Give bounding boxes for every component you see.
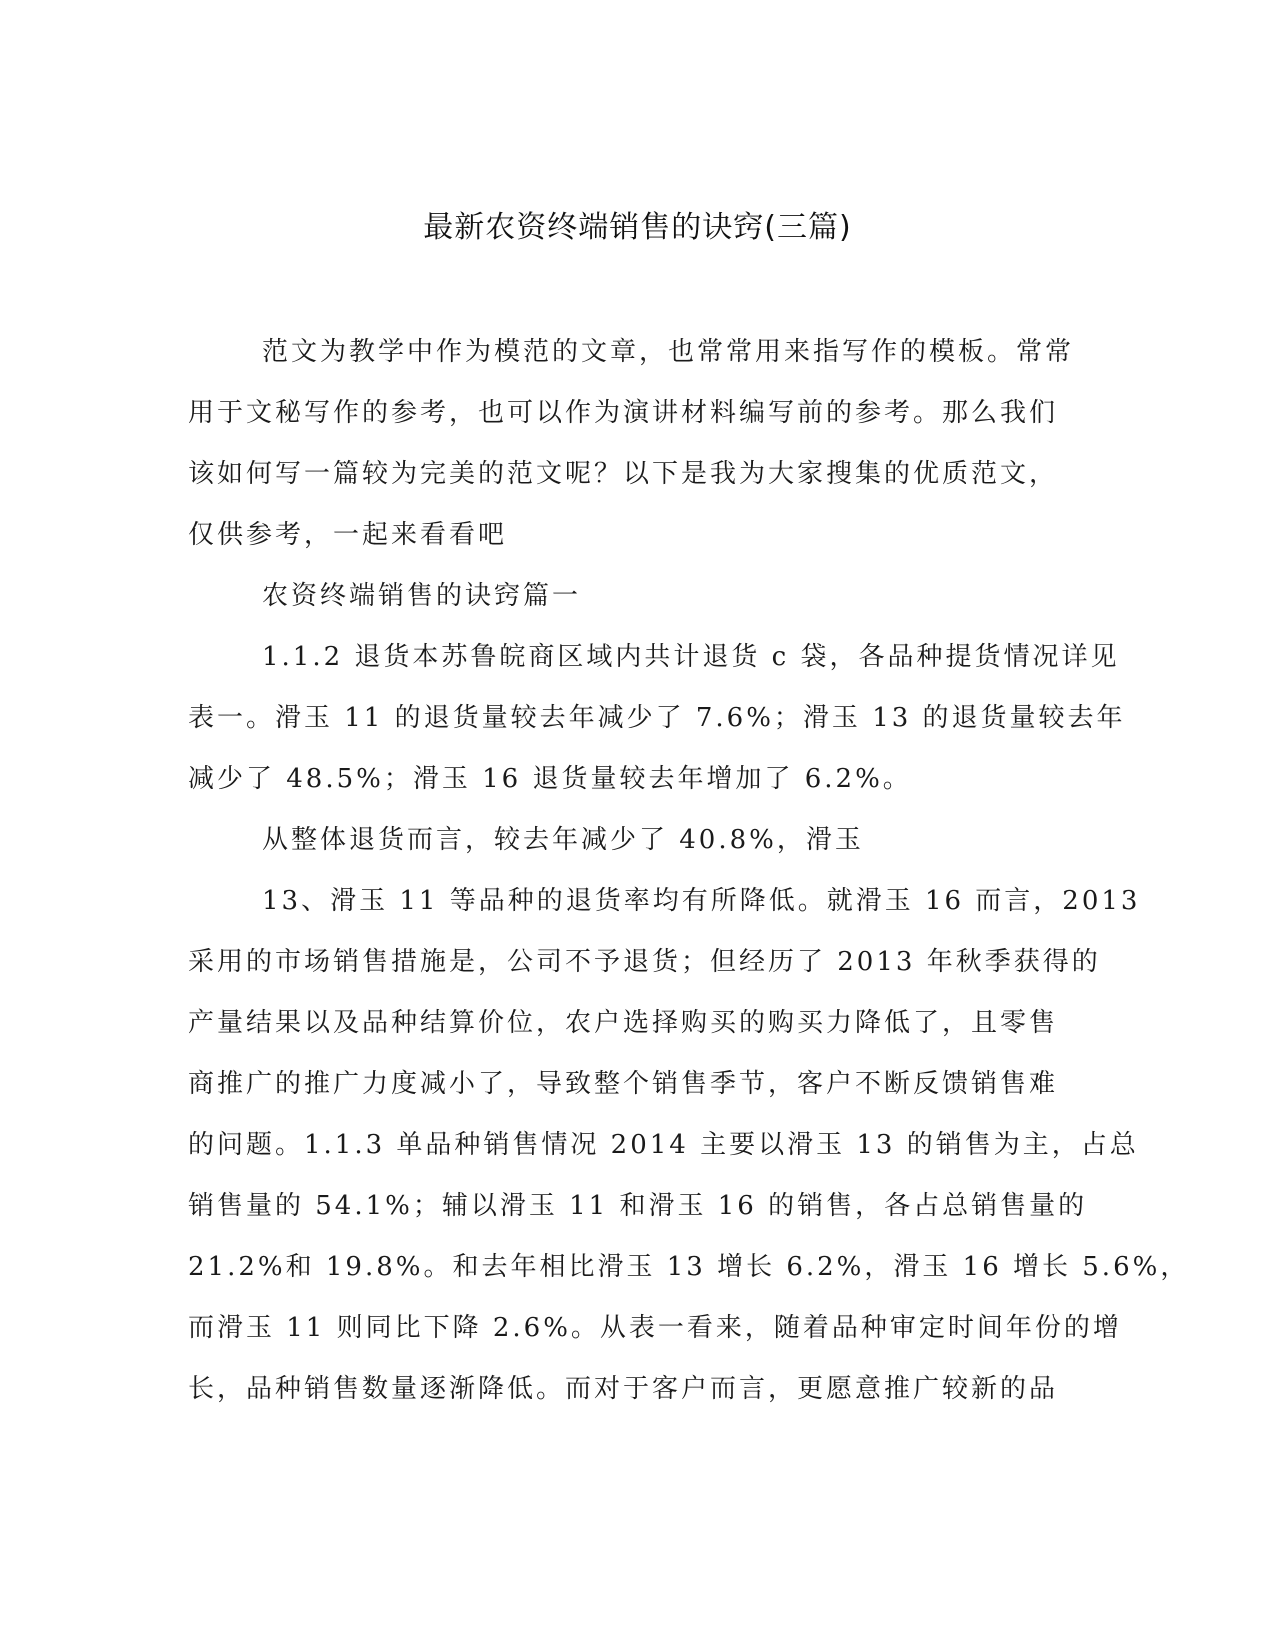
text-line: 的问题。1.1.3 单品种销售情况 2014 主要以滑玉 13 的销售为主，占总: [188, 1130, 1139, 1160]
text-line: 仅供参考，一起来看看吧: [188, 520, 508, 550]
text-line: 采用的市场销售措施是，公司不予退货；但经历了 2013 年秋季获得的: [188, 947, 1101, 977]
text-line: 销售量的 54.1%；辅以滑玉 11 和滑玉 16 的销售，各占总销售量的: [188, 1191, 1088, 1221]
document-body: [188, 322, 1190, 1420]
text-line: 而滑玉 11 则同比下降 2.6%。从表一看来，随着品种审定时间年份的增: [188, 1313, 1122, 1343]
section-heading: 农资终端销售的诀窍篇一: [262, 581, 582, 611]
text-line: 表一。滑玉 11 的退货量较去年减少了 7.6%；滑玉 13 的退货量较去年: [188, 703, 1126, 733]
text-line: 13、滑玉 11 等品种的退货率均有所降低。就滑玉 16 而言，2013: [262, 886, 1141, 916]
text-line: 长，品种销售数量逐渐降低。而对于客户而言，更愿意推广较新的品: [188, 1374, 1059, 1404]
text-line: 产量结果以及品种结算价位，农户选择购买的购买力降低了，且零售: [188, 1008, 1059, 1038]
text-line: 用于文秘写作的参考，也可以作为演讲材料编写前的参考。那么我们: [188, 398, 1059, 428]
text-line: 21.2%和 19.8%。和去年相比滑玉 13 增长 6.2%，滑玉 16 增长 5.6%，: [188, 1252, 1190, 1282]
document-title: 最新农资终端销售的诀窍(三篇): [423, 210, 852, 245]
text-line: 减少了 48.5%；滑玉 16 退货量较去年增加了 6.2%。: [188, 764, 912, 794]
text-line: 范文为教学中作为模范的文章，也常常用来指写作的模板。常常: [262, 337, 1075, 367]
text-line: 1.1.2 退货本苏鲁皖商区域内共计退货 c 袋，各品种提货情况详见: [262, 642, 1120, 672]
text-line: 商推广的推广力度减小了，导致整个销售季节，客户不断反馈销售难: [188, 1069, 1059, 1099]
text-line: 该如何写一篇较为完美的范文呢？以下是我为大家搜集的优质范文，: [188, 459, 1059, 489]
text-line: 从整体退货而言，较去年减少了 40.8%，滑玉: [262, 825, 864, 855]
